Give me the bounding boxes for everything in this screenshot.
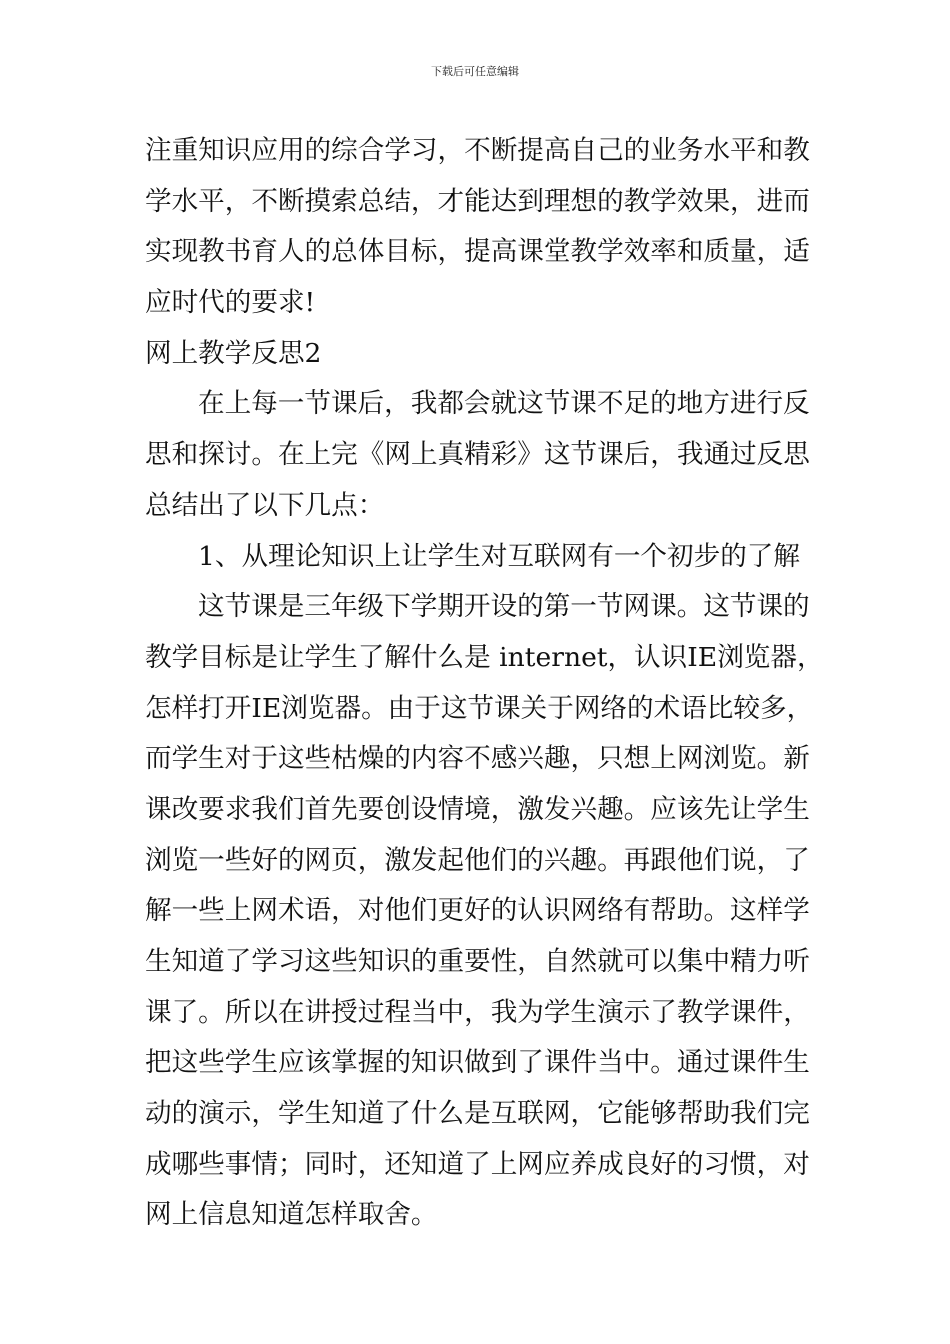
- text-line: 1、从理论知识上让学生对互联网有一个初步的了解: [198, 540, 800, 572]
- text-line: 网上信息知道怎样取舍。: [145, 1199, 438, 1231]
- text-line: 课了。所以在讲授过程当中，我为学生演示了教学课件，: [145, 996, 810, 1028]
- text-line: 在上每一节课后，我都会就这节课不足的地方进行反: [198, 388, 810, 420]
- text-line: 课改要求我们首先要创设情境，激发兴趣。应该先让学生: [145, 793, 810, 825]
- text-line: 网上教学反思2: [145, 337, 322, 369]
- text-line: 解一些上网术语，对他们更好的认识网络有帮助。这样学: [145, 895, 810, 927]
- text-line: 这节课是三年级下学期开设的第一节网课。这节课的: [198, 591, 810, 623]
- text-line: 而学生对于这些枯燥的内容不感兴趣，只想上网浏览。新: [145, 743, 810, 775]
- text-line: 动的演示，学生知道了什么是互联网，它能够帮助我们完: [145, 1098, 810, 1130]
- text-line: 把这些学生应该掌握的知识做到了课件当中。通过课件生: [145, 1047, 810, 1079]
- document-body: [145, 126, 824, 1241]
- text-line: 注重知识应用的综合学习，不断提高自己的业务水平和教: [145, 135, 810, 166]
- text-line: 生知道了学习这些知识的重要性，自然就可以集中精力听: [145, 946, 810, 977]
- text-line: 学水平，不断摸索总结，才能达到理想的教学效果，进而: [145, 185, 810, 217]
- text-line: 总结出了以下几点：: [145, 489, 385, 521]
- text-line: 实现教书育人的总体目标，提高课堂教学效率和质量，适: [145, 236, 810, 268]
- text-line: 应时代的要求!: [145, 287, 316, 319]
- text-line: 浏览一些好的网页，激发起他们的兴趣。再跟他们说，了: [145, 844, 810, 876]
- page-header-note: 下载后可任意编辑: [431, 65, 519, 78]
- text-line: 怎样打开IE浏览器。由于这节课关于网络的术语比较多，: [145, 692, 814, 724]
- text-line: 思和探讨。在上完《网上真精彩》这节课后，我通过反思: [145, 439, 810, 471]
- text-line: 教学目标是让学生了解什么是 internet，认识IE浏览器，: [145, 641, 824, 673]
- text-line: 成哪些事情；同时，还知道了上网应养成良好的习惯，对: [145, 1148, 810, 1180]
